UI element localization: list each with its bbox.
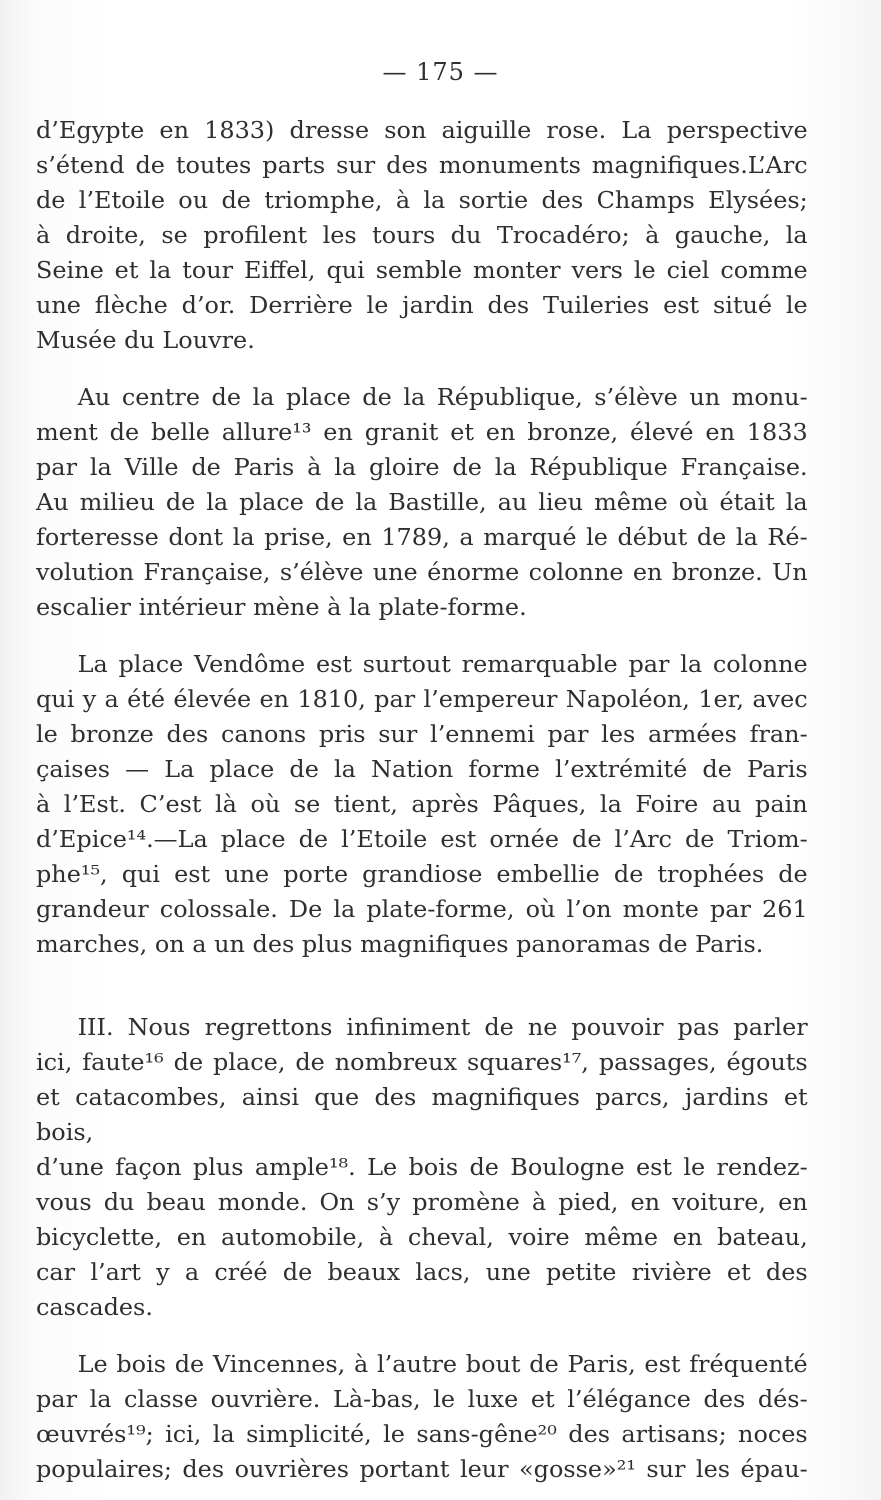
text-line: à l’Est. C’est là où se tient, après Pâques, la Foire au pain bbox=[36, 792, 808, 818]
text-line: d’Egypte en 1833) dresse son aiguille rose. La perspective bbox=[36, 118, 808, 144]
text-line: volution Française, s’élève une énorme colonne en bronze. Un bbox=[36, 560, 808, 586]
text-line: La place Vendôme est surtout remarquable par la colonne bbox=[77, 652, 808, 678]
text-line: par la classe ouvrière. Là-bas, le luxe et l’élégance des dés- bbox=[36, 1387, 808, 1413]
text-line: et catacombes, ainsi que des magnifiques parcs, jardins et bois, bbox=[36, 1085, 808, 1146]
text-line: une flèche d’or. Derrière le jardin des Tuileries est situé le bbox=[36, 293, 808, 319]
text-line: d’Epice¹⁴.—La place de l’Etoile est ornée de l’Arc de Triom- bbox=[36, 827, 808, 853]
text-line: Musée du Louvre. bbox=[36, 328, 255, 354]
text-line: s’étend de toutes parts sur des monuments magnifiques.L’Arc bbox=[36, 153, 808, 179]
text-line: Seine et la tour Eiffel, qui semble monter vers le ciel comme bbox=[36, 258, 808, 284]
text-line: Au milieu de la place de la Bastille, au lieu même où était la bbox=[36, 490, 808, 516]
text-line: ment de belle allure¹³ en granit et en bronze, élevé en 1833 bbox=[36, 420, 808, 446]
text-line: vous du beau monde. On s’y promène à pied, en voiture, en bbox=[36, 1190, 808, 1216]
text-line: de l’Etoile ou de triomphe, à la sortie des Champs Elysées; bbox=[36, 188, 808, 214]
text-line: ici, faute¹⁶ de place, de nombreux squares¹⁷, passages, égouts bbox=[36, 1050, 808, 1076]
text-line: cascades. bbox=[36, 1295, 153, 1321]
text-line: grandeur colossale. De la plate-forme, où l’on monte par 261 bbox=[36, 897, 808, 923]
page-number: — 175 — bbox=[382, 58, 499, 86]
text-line: d’une façon plus ample¹⁸. Le bois de Boulogne est le rendez- bbox=[36, 1155, 808, 1181]
paragraph-5 bbox=[36, 1348, 808, 1488]
text-line: phe¹⁵, qui est une porte grandiose embellie de trophées de bbox=[36, 862, 808, 888]
text-line: œuvrés¹⁹; ici, la simplicité, le sans-gêne²⁰ des artisans; noces bbox=[36, 1422, 808, 1448]
text-line: par la Ville de Paris à la gloire de la République Française. bbox=[36, 455, 808, 481]
text-line: çaises — La place de la Nation forme l’extrémité de Paris bbox=[36, 757, 808, 783]
paragraph-1 bbox=[36, 114, 808, 359]
text-line: marches, on a un des plus magnifiques panoramas de Paris. bbox=[36, 932, 764, 958]
text-line: populaires; des ouvrières portant leur «gosse»²¹ sur les épau- bbox=[36, 1457, 808, 1483]
text-line: qui y a été élevée en 1810, par l’empereur Napoléon, 1er, avec bbox=[36, 687, 808, 713]
text-line: III. Nous regrettons infiniment de ne pouvoir pas parler bbox=[77, 1015, 808, 1041]
text-line: Au centre de la place de la République, s’élève un monu- bbox=[77, 385, 808, 411]
text-line: car l’art y a créé de beaux lacs, une petite rivière et des bbox=[36, 1260, 808, 1286]
paragraph-3 bbox=[36, 648, 808, 963]
text-line: Le bois de Vincennes, à l’autre bout de Paris, est fréquenté bbox=[77, 1352, 808, 1378]
text-line: bicyclette, en automobile, à cheval, voire même en bateau, bbox=[36, 1225, 808, 1251]
text-line: le bronze des canons pris sur l’ennemi par les armées fran- bbox=[36, 722, 808, 748]
page-body bbox=[36, 114, 808, 1488]
paragraph-4 bbox=[36, 1011, 808, 1326]
text-line: à droite, se profilent les tours du Trocadéro; à gauche, la bbox=[36, 223, 808, 249]
paragraph-2 bbox=[36, 381, 808, 626]
text-line: forteresse dont la prise, en 1789, a marqué le début de la Ré- bbox=[36, 525, 808, 551]
text-line: escalier intérieur mène à la plate-forme. bbox=[36, 595, 527, 621]
